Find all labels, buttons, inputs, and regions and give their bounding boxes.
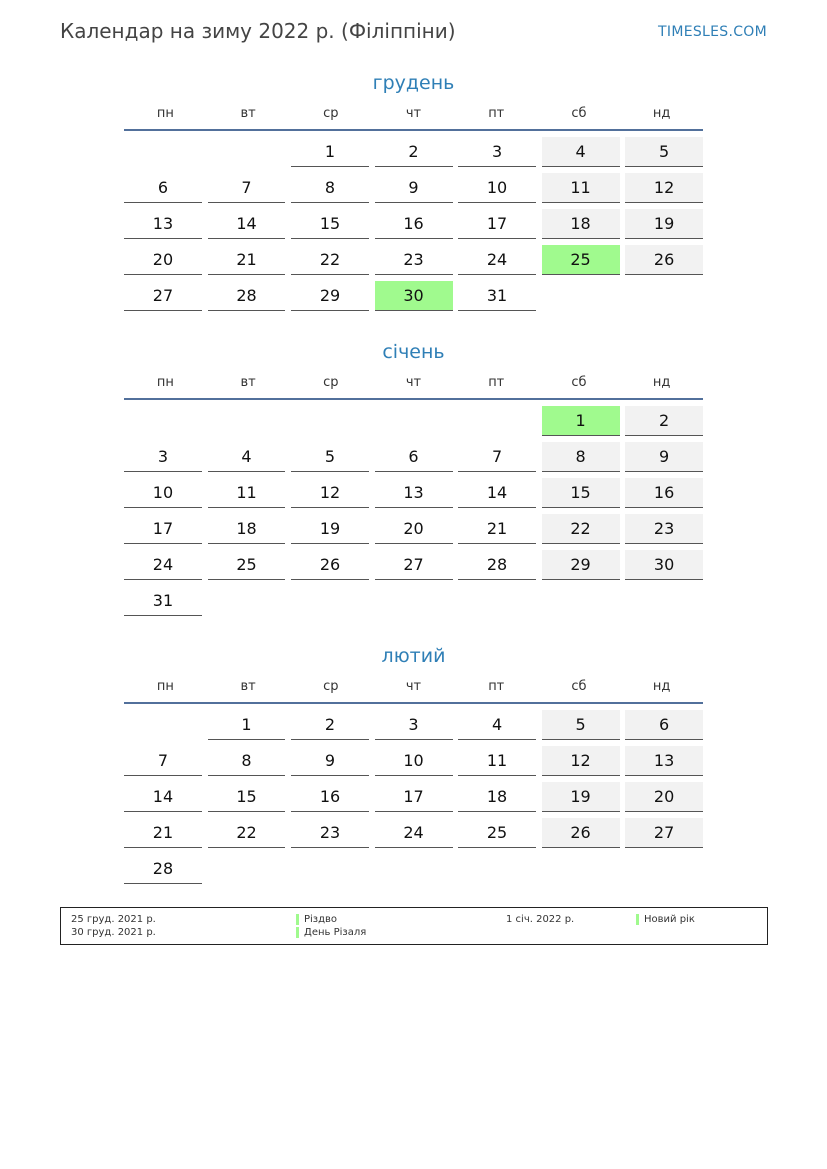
day-cell: 14: [208, 209, 286, 239]
day-cell: 8: [208, 746, 286, 776]
empty-day-cell: [375, 854, 453, 884]
day-cell: 20: [625, 782, 703, 812]
day-cell: 25: [458, 818, 536, 848]
week-row: [124, 545, 703, 581]
day-cell: 5: [625, 137, 703, 167]
empty-day-cell: [208, 586, 286, 616]
weekday-label: пн: [156, 679, 174, 694]
day-cell: 29: [542, 550, 620, 580]
day-cell: 14: [458, 478, 536, 508]
month-block: [124, 69, 703, 312]
week-row: [124, 741, 703, 777]
day-cell: 16: [291, 782, 369, 812]
day-cell: 6: [375, 442, 453, 472]
weekday-label: пт: [488, 679, 505, 694]
week-row: [124, 509, 703, 545]
month-block: [124, 338, 703, 617]
day-cell: 10: [458, 173, 536, 203]
day-cell: 13: [124, 209, 202, 239]
day-cell: 18: [542, 209, 620, 239]
day-cell: 27: [124, 281, 202, 311]
day-cell: 17: [375, 782, 453, 812]
day-cell: 22: [542, 514, 620, 544]
day-cell: 23: [375, 245, 453, 275]
weekday-label: ср: [323, 679, 339, 694]
day-cell: 15: [208, 782, 286, 812]
day-cell: 19: [542, 782, 620, 812]
day-cell: 24: [458, 245, 536, 275]
empty-day-cell: [124, 406, 202, 436]
day-cell: 8: [291, 173, 369, 203]
day-cell: 5: [291, 442, 369, 472]
day-cell: 16: [625, 478, 703, 508]
weekday-header: [124, 676, 703, 704]
day-cell: 7: [208, 173, 286, 203]
weekday-label: пн: [156, 106, 174, 121]
day-cell: 4: [542, 137, 620, 167]
day-cell: 11: [458, 746, 536, 776]
day-cell: 24: [124, 550, 202, 580]
day-cell: 23: [291, 818, 369, 848]
weekday-label: вт: [240, 375, 256, 390]
legend-dates-col-1: [71, 913, 156, 939]
weekday-label: пн: [156, 375, 174, 390]
weekday-label: сб: [571, 679, 587, 694]
day-cell: 24: [375, 818, 453, 848]
day-cell: 14: [124, 782, 202, 812]
empty-day-cell: [208, 406, 286, 436]
day-cell: 23: [625, 514, 703, 544]
day-cell: 3: [458, 137, 536, 167]
day-cell: 21: [208, 245, 286, 275]
day-cell: 12: [625, 173, 703, 203]
day-cell: 15: [542, 478, 620, 508]
empty-day-cell: [625, 586, 703, 616]
day-cell: 16: [375, 209, 453, 239]
weekday-label: чт: [405, 679, 422, 694]
day-cell: 22: [291, 245, 369, 275]
empty-day-cell: [124, 137, 202, 167]
legend-holiday-name: День Різаля: [296, 926, 366, 939]
week-row: [124, 168, 703, 204]
day-cell: 17: [458, 209, 536, 239]
day-cell: 25: [208, 550, 286, 580]
empty-day-cell: [625, 281, 703, 311]
day-cell: 21: [458, 514, 536, 544]
weekday-label: ср: [323, 106, 339, 121]
day-cell: 17: [124, 514, 202, 544]
day-cell: 4: [458, 710, 536, 740]
day-cell: 13: [625, 746, 703, 776]
day-cell: 6: [124, 173, 202, 203]
weekday-header: [124, 103, 703, 131]
day-cell: 7: [458, 442, 536, 472]
day-cell: 28: [208, 281, 286, 311]
week-row: [124, 705, 703, 741]
month-name: січень: [382, 341, 445, 363]
day-cell: 31: [124, 586, 202, 616]
day-cell: 10: [375, 746, 453, 776]
day-cell: 1: [208, 710, 286, 740]
weekday-label: сб: [571, 106, 587, 121]
legend-holiday-name: Різдво: [296, 913, 366, 926]
holiday-legend: [60, 907, 768, 945]
day-cell: 3: [124, 442, 202, 472]
empty-day-cell: [124, 710, 202, 740]
empty-day-cell: [375, 586, 453, 616]
day-cell: 19: [625, 209, 703, 239]
day-cell: 13: [375, 478, 453, 508]
empty-day-cell: [542, 586, 620, 616]
weekday-label: пт: [488, 106, 505, 121]
day-cell: 11: [542, 173, 620, 203]
page-title: Календар на зиму 2022 р. (Філіппіни): [60, 19, 456, 43]
weekday-label: пт: [488, 375, 505, 390]
day-cell: 9: [375, 173, 453, 203]
month-name: лютий: [381, 645, 446, 667]
day-cell: 30: [625, 550, 703, 580]
day-cell: 18: [458, 782, 536, 812]
empty-day-cell: [458, 406, 536, 436]
legend-holiday-name: Новий рік: [636, 913, 695, 926]
week-row: [124, 437, 703, 473]
day-cell: 15: [291, 209, 369, 239]
month-block: [124, 642, 703, 885]
day-cell: 9: [291, 746, 369, 776]
empty-day-cell: [291, 406, 369, 436]
empty-day-cell: [291, 586, 369, 616]
day-cell: 28: [124, 854, 202, 884]
day-cell: 1: [291, 137, 369, 167]
day-cell: 19: [291, 514, 369, 544]
week-row: [124, 849, 703, 885]
week-row: [124, 240, 703, 276]
legend-date: 30 груд. 2021 р.: [71, 927, 156, 938]
day-cell: 27: [625, 818, 703, 848]
empty-day-cell: [291, 854, 369, 884]
day-cell: 26: [291, 550, 369, 580]
week-row: [124, 401, 703, 437]
week-row: [124, 581, 703, 617]
day-cell: 21: [124, 818, 202, 848]
day-cell: 31: [458, 281, 536, 311]
day-cell: 27: [375, 550, 453, 580]
day-cell: 20: [124, 245, 202, 275]
legend-names-col-1: [296, 913, 366, 939]
weekday-label: вт: [240, 679, 256, 694]
legend-date: 25 груд. 2021 р.: [71, 914, 156, 925]
weekday-label: ср: [323, 375, 339, 390]
week-row: [124, 132, 703, 168]
month-name: грудень: [372, 72, 455, 94]
empty-day-cell: [625, 854, 703, 884]
weekday-label: чт: [405, 375, 422, 390]
day-cell: 4: [208, 442, 286, 472]
day-cell: 7: [124, 746, 202, 776]
day-cell: 9: [625, 442, 703, 472]
weekday-label: нд: [652, 106, 671, 121]
day-cell: 12: [542, 746, 620, 776]
day-cell: 29: [291, 281, 369, 311]
empty-day-cell: [458, 586, 536, 616]
day-cell: 28: [458, 550, 536, 580]
day-cell: 10: [124, 478, 202, 508]
day-cell: 12: [291, 478, 369, 508]
week-row: [124, 813, 703, 849]
day-cell: 30: [375, 281, 453, 311]
day-cell: 18: [208, 514, 286, 544]
empty-day-cell: [208, 854, 286, 884]
day-cell: 26: [625, 245, 703, 275]
empty-day-cell: [542, 281, 620, 311]
day-cell: 25: [542, 245, 620, 275]
site-link[interactable]: TIMESLES.COM: [658, 24, 767, 40]
weekday-label: нд: [652, 679, 671, 694]
weekday-label: нд: [652, 375, 671, 390]
empty-day-cell: [458, 854, 536, 884]
empty-day-cell: [208, 137, 286, 167]
day-cell: 26: [542, 818, 620, 848]
day-cell: 2: [291, 710, 369, 740]
day-cell: 20: [375, 514, 453, 544]
weekday-label: вт: [240, 106, 256, 121]
legend-dates-col-2: [506, 913, 574, 926]
week-row: [124, 777, 703, 813]
day-cell: 8: [542, 442, 620, 472]
weekday-label: чт: [405, 106, 422, 121]
week-row: [124, 473, 703, 509]
day-cell: 2: [375, 137, 453, 167]
legend-date: 1 січ. 2022 р.: [506, 914, 575, 925]
empty-day-cell: [375, 406, 453, 436]
day-cell: 5: [542, 710, 620, 740]
empty-day-cell: [542, 854, 620, 884]
weekday-header: [124, 372, 703, 400]
day-cell: 3: [375, 710, 453, 740]
day-cell: 2: [625, 406, 703, 436]
week-row: [124, 204, 703, 240]
legend-names-col-2: [636, 913, 695, 926]
day-cell: 6: [625, 710, 703, 740]
weekday-label: сб: [571, 375, 587, 390]
day-cell: 1: [542, 406, 620, 436]
week-row: [124, 276, 703, 312]
day-cell: 11: [208, 478, 286, 508]
day-cell: 22: [208, 818, 286, 848]
